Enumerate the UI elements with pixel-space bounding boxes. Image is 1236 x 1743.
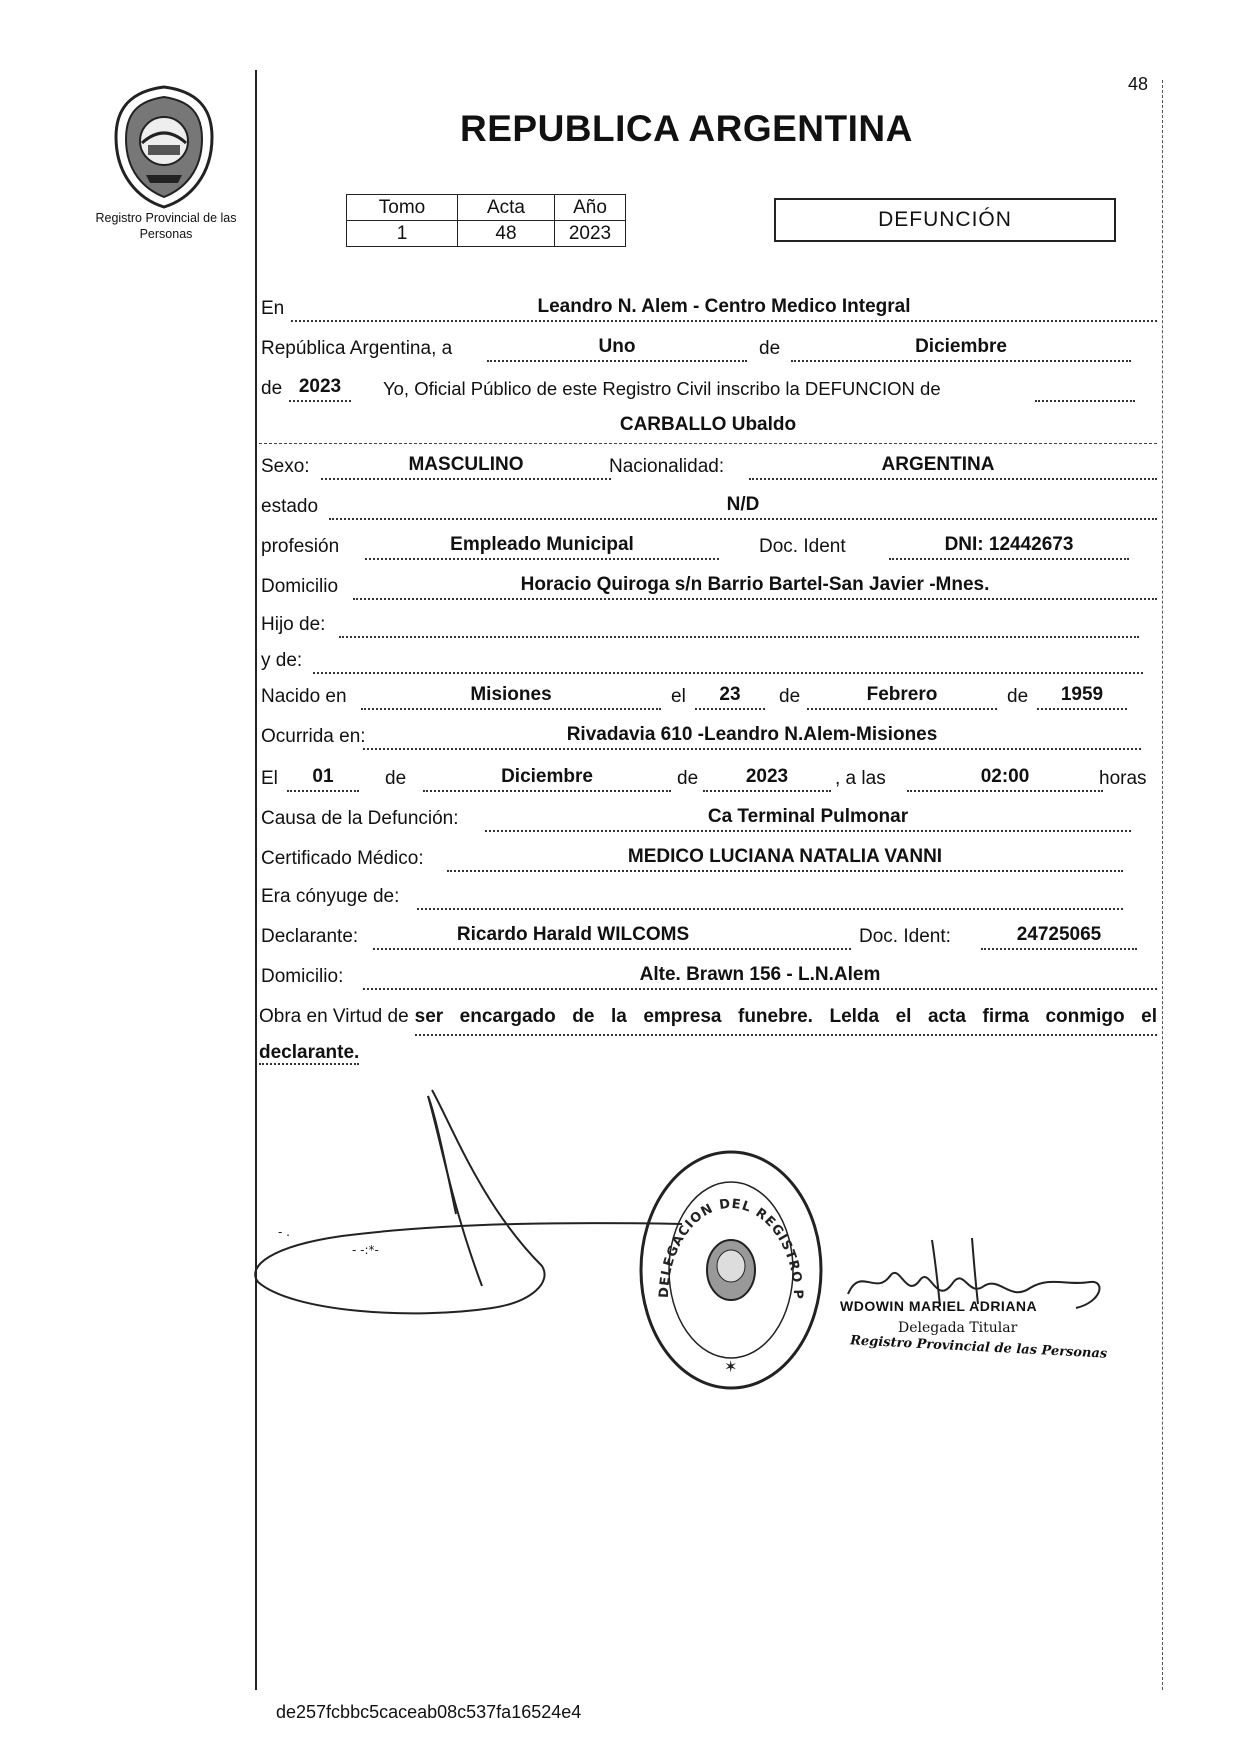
doc-ident-value: DNI: 12442673 bbox=[944, 534, 1074, 555]
obra-text: ser encargado de la empresa funebre. Lelda el acta firma conmigo el bbox=[415, 1000, 1157, 1036]
domicilio-value: Horacio Quiroga s/n Barrio Bartel-San Javier -Mnes. bbox=[520, 574, 990, 595]
month-value: Diciembre bbox=[915, 336, 1007, 357]
row-estado bbox=[259, 488, 1157, 524]
row-y-de bbox=[259, 642, 1157, 678]
row-domicilio bbox=[259, 568, 1157, 604]
conyuge-field bbox=[417, 880, 1123, 910]
year-value: 2023 bbox=[298, 376, 342, 397]
registry-stamp bbox=[638, 1148, 824, 1392]
row-death-date bbox=[259, 760, 1157, 796]
domicilio2-label: Domicilio: bbox=[261, 966, 344, 987]
row-official bbox=[259, 370, 1157, 406]
deceased-name-value: CARBALLO Ubaldo bbox=[619, 414, 797, 435]
record-table-header-tomo: Tomo bbox=[347, 195, 458, 221]
ocurrida-label: Ocurrida en: bbox=[261, 726, 366, 747]
svg-text:- .: - . bbox=[278, 1225, 290, 1239]
nacido-label: Nacido en bbox=[261, 686, 347, 707]
obra-label: Obra en Virtud de bbox=[259, 1006, 409, 1027]
declarante-label: Declarante: bbox=[261, 926, 359, 947]
row-causa bbox=[259, 800, 1157, 836]
estado-value: N/D bbox=[726, 494, 760, 515]
death-time-value: 02:00 bbox=[980, 766, 1030, 787]
y-de-field bbox=[313, 644, 1143, 674]
official-trailing-field bbox=[1035, 372, 1135, 402]
death-month-value: Diciembre bbox=[501, 766, 593, 787]
hijo-de-label: Hijo de: bbox=[261, 614, 326, 635]
row-place bbox=[259, 290, 1157, 326]
declarante-value: Ricardo Harald WILCOMS bbox=[456, 924, 690, 945]
record-table-value-tomo: 1 bbox=[347, 221, 458, 247]
profesion-value: Empleado Municipal bbox=[450, 534, 634, 555]
official-name: WDOWIN MARIEL ADRIANA bbox=[840, 1298, 1038, 1314]
estado-label: estado bbox=[261, 496, 319, 517]
certificado-label: Certificado Médico: bbox=[261, 848, 424, 869]
document-hash: de257fcbbc5caceab08c537fa16524e4 bbox=[276, 1702, 582, 1722]
page-number: 48 bbox=[1128, 74, 1149, 94]
el-cap-label: El bbox=[261, 768, 278, 789]
row-certificado bbox=[259, 840, 1157, 876]
y-de-label: y de: bbox=[261, 650, 303, 671]
record-table bbox=[346, 194, 626, 247]
conyuge-label: Era cónyuge de: bbox=[261, 886, 400, 907]
de-death-year-label: de bbox=[677, 768, 699, 789]
nacionalidad-label: Nacionalidad: bbox=[609, 456, 725, 477]
a-las-label: , a las bbox=[835, 768, 886, 789]
republica-label: República Argentina, a bbox=[261, 338, 453, 359]
official-text: Yo, Oficial Público de este Registro Civil inscribo la DEFUNCION de bbox=[383, 378, 941, 399]
certificado-value: MEDICO LUCIANA NATALIA VANNI bbox=[627, 846, 943, 867]
registry-name: Registro Provincial de las Personas bbox=[95, 211, 237, 241]
svg-text:- -:*-: - -:*- bbox=[352, 1243, 379, 1257]
row-sex-nationality bbox=[259, 448, 1157, 484]
death-day-value: 01 bbox=[312, 766, 334, 787]
hijo-de-field bbox=[339, 608, 1139, 638]
row-hijo-de bbox=[259, 606, 1157, 642]
sexo-value: MASCULINO bbox=[408, 454, 524, 475]
doc-ident-label: Doc. Ident bbox=[759, 536, 846, 557]
row-conyuge bbox=[259, 878, 1157, 914]
record-table-value-acta: 48 bbox=[458, 221, 555, 247]
birth-month-value: Febrero bbox=[866, 684, 938, 705]
row-declarante bbox=[259, 918, 1157, 954]
de-label: de bbox=[759, 338, 781, 359]
row-separator bbox=[259, 443, 1157, 444]
declarant-signature bbox=[252, 1086, 692, 1326]
de-year-label: de bbox=[261, 378, 283, 399]
profesion-label: profesión bbox=[261, 536, 340, 557]
obra-text-2: declarante. bbox=[259, 1042, 360, 1063]
de-birth-label: de bbox=[779, 686, 801, 707]
declarante-doc-value: 24725065 bbox=[1016, 924, 1102, 945]
domicilio-label: Domicilio bbox=[261, 576, 339, 597]
place-value: Leandro N. Alem - Centro Medico Integral bbox=[537, 296, 911, 317]
stamp-ring-text: DELEGACION DEL REGISTRO P bbox=[656, 1196, 806, 1301]
row-deceased-name bbox=[259, 408, 1157, 444]
row-declarante-domicilio bbox=[259, 958, 1157, 994]
birth-year-value: 1959 bbox=[1060, 684, 1104, 705]
causa-value: Ca Terminal Pulmonar bbox=[707, 806, 909, 827]
svg-text:✶: ✶ bbox=[724, 1357, 738, 1376]
official-office: Registro Provincial de las Personas bbox=[849, 1333, 1108, 1362]
de-death-label: de bbox=[385, 768, 407, 789]
doc-ident2-label: Doc. Ident: bbox=[859, 926, 951, 947]
sexo-label: Sexo: bbox=[261, 456, 310, 477]
ocurrida-value: Rivadavia 610 -Leandro N.Alem-Misiones bbox=[566, 724, 938, 745]
obra-paragraph bbox=[259, 1000, 1157, 1070]
provincial-seal-logo bbox=[108, 83, 220, 211]
horas-label: horas bbox=[1099, 768, 1147, 789]
row-profesion bbox=[259, 528, 1157, 564]
day-words-value: Uno bbox=[598, 336, 636, 357]
right-margin-line bbox=[1162, 80, 1163, 1690]
record-table-header-ano: Año bbox=[555, 195, 626, 221]
nacionalidad-value: ARGENTINA bbox=[881, 454, 995, 475]
el-label: el bbox=[671, 686, 686, 707]
row-ocurrida bbox=[259, 718, 1157, 754]
de-birth-year-label: de bbox=[1007, 686, 1029, 707]
record-table-value-ano: 2023 bbox=[555, 221, 626, 247]
record-table-header-acta: Acta bbox=[458, 195, 555, 221]
declarante-domicilio-value: Alte. Brawn 156 - L.N.Alem bbox=[639, 964, 881, 985]
record-type-box: DEFUNCIÓN bbox=[774, 198, 1116, 242]
death-year-value: 2023 bbox=[745, 766, 789, 787]
en-label: En bbox=[261, 298, 285, 319]
page-title: REPUBLICA ARGENTINA bbox=[460, 108, 913, 149]
birth-day-value: 23 bbox=[719, 684, 741, 705]
nacido-en-value: Misiones bbox=[470, 684, 552, 705]
left-margin-line bbox=[255, 70, 257, 1690]
row-date bbox=[259, 330, 1157, 366]
causa-label: Causa de la Defunción: bbox=[261, 808, 459, 829]
row-nacido bbox=[259, 678, 1157, 714]
official-role: Delegada Titular bbox=[898, 1320, 1018, 1336]
